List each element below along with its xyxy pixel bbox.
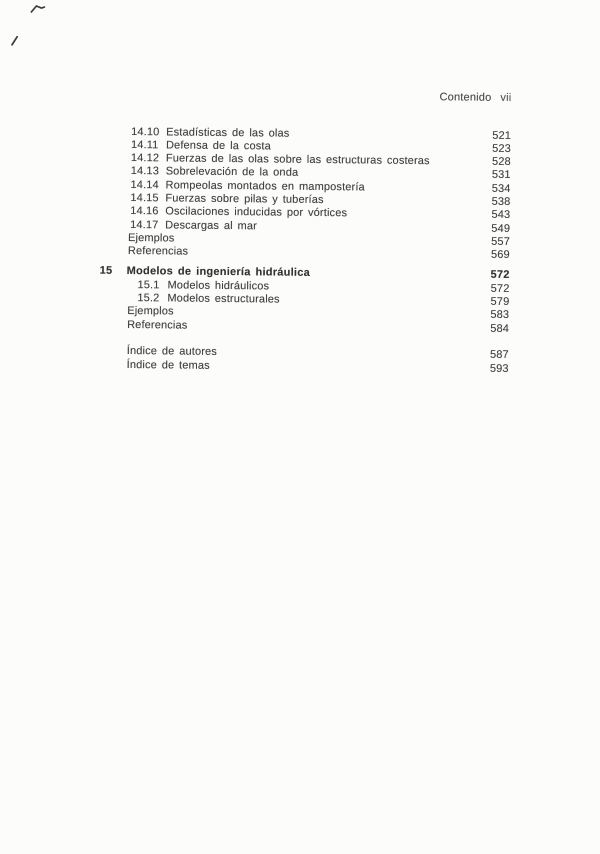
toc-entry-label: Modelos hidráulicos <box>167 278 270 293</box>
toc-entry-number: 15 <box>99 264 113 278</box>
toc-entry-number: 14.15 <box>130 192 159 205</box>
toc-entry-label: Rompeolas montados en mampostería <box>165 179 365 194</box>
toc-entry-page: 572 <box>490 282 510 295</box>
folio-page-number: vii <box>500 91 512 104</box>
toc-entry-label: Estadísticas de las olas <box>166 125 290 140</box>
ink-speck-icon <box>9 35 20 48</box>
toc-entry-page: 583 <box>490 308 510 322</box>
toc-entry-page: 543 <box>491 209 511 222</box>
toc-entry-number: 15.1 <box>137 278 160 291</box>
toc-entry-page: 587 <box>489 348 509 362</box>
toc-entry-label: Fuerzas de las olas sobre las estructuras costeras <box>165 152 430 168</box>
toc-entry-label: Ejemplos <box>127 305 174 318</box>
toc-entry-label: Modelos de ingeniería hidráulica <box>126 265 311 280</box>
toc-entry-number: 14.10 <box>131 125 160 138</box>
toc-entry-page: 523 <box>492 142 512 155</box>
toc-entry-label: Descargas al mar <box>165 218 258 232</box>
toc-entry-page: 531 <box>491 169 511 182</box>
toc-entry-page: 569 <box>490 248 510 262</box>
toc-entry-number: 14.13 <box>130 165 160 178</box>
toc-entry-number: 14.12 <box>130 152 160 165</box>
toc-entry-page: 549 <box>491 222 511 235</box>
toc-entry-page: 593 <box>489 362 509 375</box>
running-header-title: Contenido <box>439 91 492 104</box>
toc-entry-label: Índice de temas <box>126 358 210 372</box>
toc-entry-page: 584 <box>490 322 510 335</box>
toc-entry-label: Oscilaciones inducidas por vórtices <box>165 205 348 220</box>
toc-entry-label: Sobrelevación de la onda <box>165 165 299 180</box>
toc-entry-label: Ejemplos <box>127 231 175 245</box>
toc-entry-label: Índice de autores <box>126 345 218 359</box>
ink-speck-icon <box>29 3 46 17</box>
toc-entry-number: 14.16 <box>130 205 159 218</box>
toc-entry-number: 15.2 <box>137 291 160 305</box>
toc-entry-page: 557 <box>491 235 511 248</box>
toc-entry-label: Modelos estructurales <box>167 292 280 306</box>
toc-entry-number: 14.14 <box>130 178 159 191</box>
toc-entry-page: 521 <box>492 129 512 142</box>
toc-entry-page: 534 <box>491 182 511 195</box>
toc-entry-label: Referencias <box>127 318 188 332</box>
toc-entry-label: Defensa de la costa <box>165 139 271 153</box>
running-header <box>439 91 511 105</box>
toc-entry-page: 572 <box>490 269 510 282</box>
toc-entry-label: Referencias <box>127 245 189 258</box>
toc-entry-page: 528 <box>491 155 511 169</box>
toc-entry-number: 14.11 <box>130 138 159 152</box>
toc-entry-number: 14.17 <box>130 218 159 231</box>
toc-entry-page: 538 <box>491 195 511 208</box>
toc-entry-page: 579 <box>490 295 510 308</box>
toc-entry-label: Fuerzas sobre pilas y tuberías <box>165 192 324 207</box>
